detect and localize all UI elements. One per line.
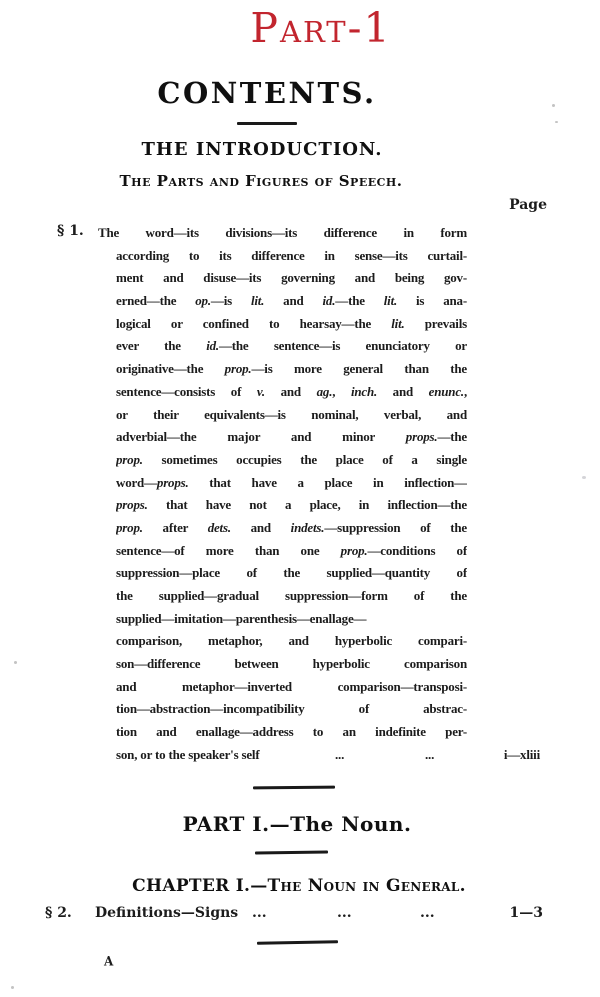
toc-line: ever the id.—the sentence—is enunciatory or	[116, 338, 467, 354]
toc-line: The word—its divisions—its difference in form	[98, 225, 467, 240]
toc-line: erned—the op.—is lit. and id.—the lit. is ana-	[116, 293, 467, 309]
toc-line: tion and enallage—address to an indefinite per-	[116, 724, 467, 740]
signature-mark: A	[104, 953, 114, 969]
chapter-prefix: CHAPTER I.—	[132, 876, 268, 896]
toc-line: suppression—place of the supplied—quantity of	[116, 565, 467, 581]
toc-last-line	[116, 744, 540, 767]
leader-dots: ...	[425, 746, 435, 762]
part-divider-rule-bottom	[255, 850, 328, 854]
contents-title: CONTENTS.	[157, 76, 377, 110]
scan-speck	[555, 121, 558, 123]
scan-speck	[582, 476, 586, 479]
toc-entry-2	[0, 905, 600, 928]
section-number-1: § 1.	[57, 223, 84, 239]
toc-line: sentence—consists of v. and ag., inch. and enunc.,	[116, 383, 467, 399]
chapter-title: The Noun in General.	[267, 876, 466, 896]
toc-line: son—difference between hyperbolic comparison	[116, 656, 467, 672]
toc-line: adverbial—the major and minor props.—the	[116, 429, 467, 445]
toc-entry-1	[0, 222, 600, 767]
page-column-label: Page	[509, 197, 547, 213]
toc-line: supplied—imitation—parenthesis—enallage—	[116, 610, 367, 626]
toc-line: prop. sometimes occupies the place of a single	[116, 451, 467, 467]
toc-line: and metaphor—inverted comparison—transposi-	[116, 678, 467, 694]
chapter-heading	[0, 876, 598, 896]
introduction-heading: THE INTRODUCTION.	[141, 139, 383, 160]
toc-line: according to its difference in sense—its curtail-	[116, 247, 467, 263]
section-number-2: § 2.	[45, 905, 72, 921]
toc-line: prop. after dets. and indets.—suppression of the	[116, 519, 467, 535]
part-divider-rule-top	[253, 786, 335, 789]
toc-line: word—props. that have a place in inflection—	[116, 474, 467, 490]
toc-line: or their equivalents—is nominal, verbal, and	[116, 406, 467, 422]
toc-line: props. that have not a place, in inflection—the	[116, 497, 467, 513]
part-heading: PART I.—The Noun.	[182, 812, 412, 836]
toc-line-text: son, or to the speaker's self	[116, 746, 260, 762]
subsection-heading: The Parts and Figures of Speech.	[119, 172, 403, 190]
leader-dots: ...	[337, 905, 352, 921]
title-divider-rule	[237, 122, 297, 125]
scan-speck	[552, 104, 555, 107]
page-ref: i—xliii	[503, 746, 540, 762]
toc-line: comparison, metaphor, and hyperbolic compari-	[116, 633, 467, 649]
toc-line: sentence—of more than one prop.—conditions of	[116, 542, 467, 558]
entry-text: Definitions—Signs	[95, 905, 239, 921]
scan-speck	[14, 661, 17, 664]
toc-line: logical or confined to hearsay—the lit. prevails	[116, 315, 467, 331]
part-banner: Part-1	[250, 4, 392, 52]
toc-line: the supplied—gradual suppression—form of the	[116, 588, 467, 603]
page-ref: 1—3	[509, 905, 543, 921]
leader-dots: ...	[252, 905, 267, 921]
leader-dots: ...	[420, 905, 435, 921]
bottom-rule	[257, 940, 338, 944]
toc-line: tion—abstraction—incompatibility of abstrac-	[116, 701, 467, 717]
toc-line: ment and disuse—its governing and being gov-	[116, 270, 467, 286]
scan-speck	[11, 986, 14, 989]
leader-dots: ...	[335, 746, 345, 762]
toc-line: originative—the prop.—is more general than the	[116, 361, 467, 377]
